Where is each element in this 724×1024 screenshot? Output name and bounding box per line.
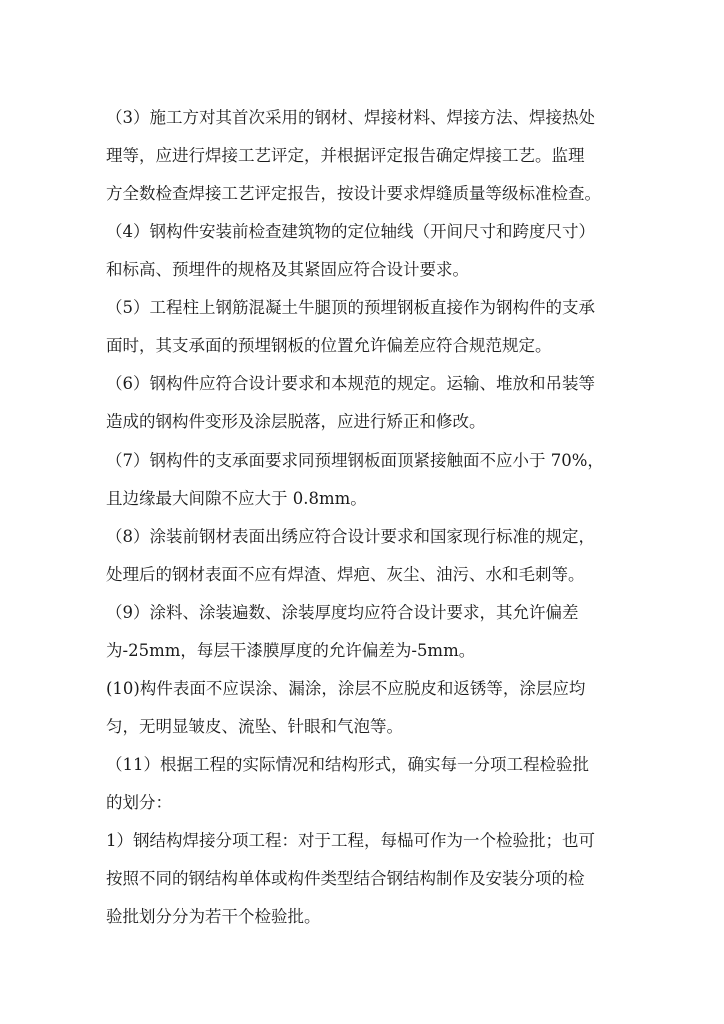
text-line: （3）施工方对其首次采用的钢材、焊接材料、焊接方法、焊接热处	[106, 108, 595, 127]
text-line: 且边缘最大间隙不应大于 0.8mm。	[106, 489, 367, 508]
text-line: 面时，其支承面的预埋钢板的位置允许偏差应符合规范规定。	[106, 336, 552, 355]
text-line: (10)构件表面不应误涂、漏涂，涂层不应脱皮和返锈等，涂层应均	[106, 679, 586, 698]
text-line: 和标高、预埋件的规格及其紧固应符合设计要求。	[106, 260, 469, 279]
text-line: （6）钢构件应符合设计要求和本规范的规定。运输、堆放和吊装等	[106, 374, 595, 393]
text-line: （11）根据工程的实际情况和结构形式，确实每一分项工程检验批	[106, 755, 589, 774]
text-line: （4）钢构件安装前检查建筑物的定位轴线（开间尺寸和跨度尺寸）	[106, 222, 595, 241]
text-line: 处理后的钢材表面不应有焊渣、焊疤、灰尘、油污、水和毛刺等。	[106, 565, 585, 584]
text-line: 的划分：	[106, 793, 172, 812]
text-line: 1）钢结构焊接分项工程：对于工程，每榀可作为一个检验批；也可	[106, 831, 595, 850]
text-line: 造成的钢构件变形及涂层脱落，应进行矫正和修改。	[106, 412, 486, 431]
text-line: （8）涂装前钢材表面出绣应符合设计要求和国家现行标准的规定，	[106, 527, 595, 546]
text-line: 为-25mm，每层干漆膜厚度的允许偏差为-5mm。	[106, 641, 476, 660]
text-line: 方全数检查焊接工艺评定报告，按设计要求焊缝质量等级标准检查。	[106, 184, 601, 203]
text-line: （5）工程柱上钢筋混凝土牛腿顶的预埋钢板直接作为钢构件的支承	[106, 298, 595, 317]
text-line: （9）涂料、涂装遍数、涂装厚度均应符合设计要求，其允许偏差	[106, 603, 579, 622]
text-line: 匀，无明显皱皮、流坠、针眼和气泡等。	[106, 717, 403, 736]
text-line: 理等，应进行焊接工艺评定，并根据评定报告确定焊接工艺。监理	[106, 146, 585, 165]
text-line: 按照不同的钢结构单体或构件类型结合钢结构制作及安装分项的检	[106, 869, 585, 888]
text-line: 验批划分分为若干个检验批。	[106, 907, 321, 926]
text-line: （7）钢构件的支承面要求同预埋钢板面顶紧接触面不应小于 70%，	[106, 451, 604, 470]
